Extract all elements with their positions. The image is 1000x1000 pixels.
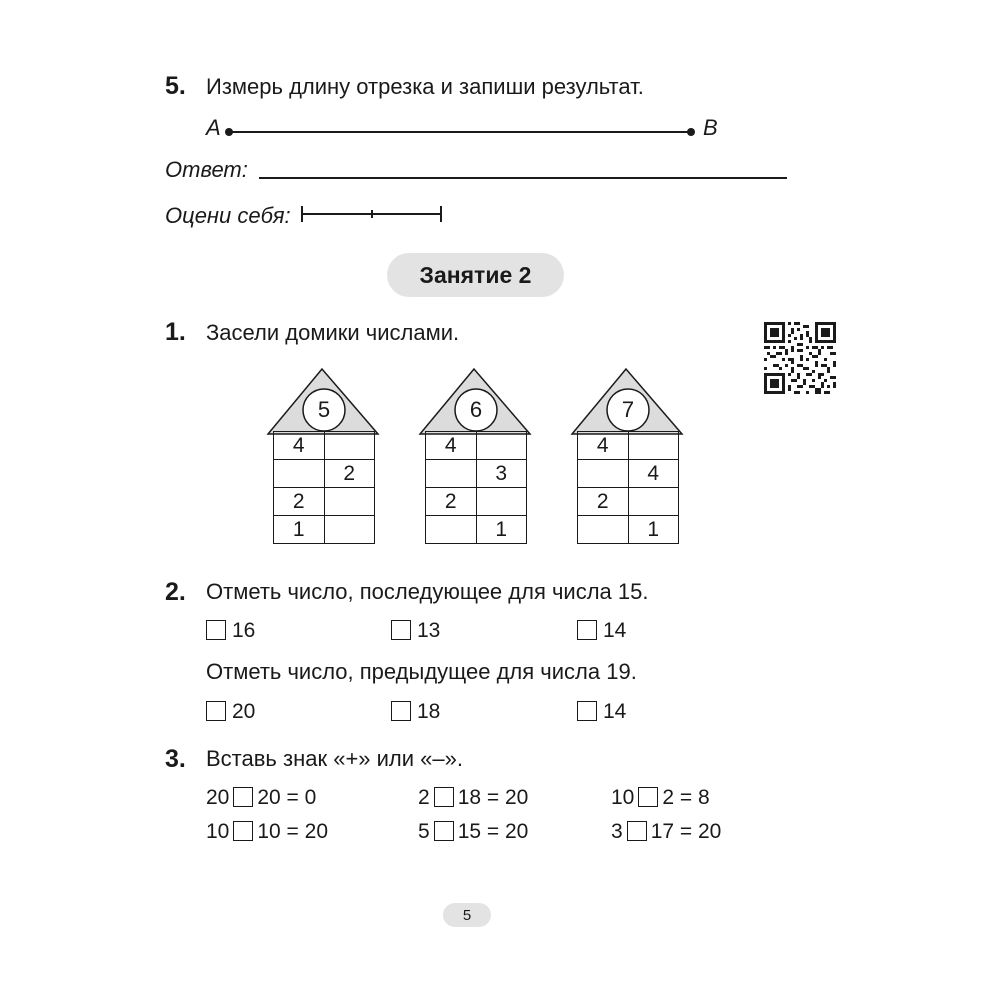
lesson-title-pill: Занятие 2 bbox=[387, 253, 564, 297]
option-row2-3[interactable]: 14 bbox=[577, 700, 626, 724]
checkbox[interactable] bbox=[206, 620, 226, 640]
house-2-roof-number: 6 bbox=[469, 397, 483, 422]
house-cell[interactable] bbox=[324, 516, 375, 544]
sign-box[interactable] bbox=[233, 787, 253, 807]
house-cell[interactable]: 1 bbox=[274, 516, 325, 544]
house-cell[interactable] bbox=[628, 488, 679, 516]
equation-5: 5 15 = 20 bbox=[418, 820, 529, 843]
house-3 bbox=[570, 367, 690, 557]
checkbox[interactable] bbox=[391, 620, 411, 640]
house-cell[interactable]: 2 bbox=[324, 460, 375, 488]
house-cell[interactable] bbox=[476, 432, 527, 460]
task3-text: Вставь знак «+» или «–». bbox=[206, 746, 463, 771]
house-cell[interactable] bbox=[426, 460, 477, 488]
checkbox[interactable] bbox=[391, 701, 411, 721]
task1-text: Засели домики числами. bbox=[206, 320, 460, 345]
option-row2-1[interactable]: 20 bbox=[206, 700, 255, 724]
equation-2: 2 18 = 20 bbox=[418, 786, 529, 809]
house-1-grid bbox=[273, 431, 375, 544]
qr-code-icon bbox=[764, 322, 836, 394]
house-3-roof-number: 7 bbox=[621, 397, 635, 422]
house-2-grid bbox=[425, 431, 527, 544]
task5-number: 5. bbox=[165, 72, 186, 100]
house-cell[interactable] bbox=[578, 516, 629, 544]
house-cell[interactable]: 2 bbox=[274, 488, 325, 516]
sign-box[interactable] bbox=[434, 821, 454, 841]
equation-4: 10 10 = 20 bbox=[206, 820, 329, 843]
option-row1-3[interactable]: 14 bbox=[577, 619, 626, 643]
house-cell[interactable] bbox=[324, 488, 375, 516]
task2-text-2: Отметь число, предыдущее для числа 19. bbox=[206, 659, 637, 684]
point-a-label: A bbox=[206, 115, 221, 140]
point-b-label: B bbox=[703, 115, 718, 140]
house-3-grid bbox=[577, 431, 679, 544]
house-1-roof-number: 5 bbox=[317, 397, 331, 422]
checkbox[interactable] bbox=[206, 701, 226, 721]
task3-number: 3. bbox=[165, 745, 186, 773]
option-row1-2[interactable]: 13 bbox=[391, 619, 440, 643]
option-row2-2[interactable]: 18 bbox=[391, 700, 440, 724]
house-cell[interactable] bbox=[476, 488, 527, 516]
house-cell[interactable]: 4 bbox=[426, 432, 477, 460]
house-cell[interactable]: 2 bbox=[426, 488, 477, 516]
house-cell[interactable]: 4 bbox=[274, 432, 325, 460]
task1-number: 1. bbox=[165, 318, 186, 346]
answer-line[interactable] bbox=[259, 177, 787, 179]
house-2 bbox=[418, 367, 538, 557]
sign-box[interactable] bbox=[627, 821, 647, 841]
house-cell[interactable] bbox=[628, 432, 679, 460]
house-cell[interactable] bbox=[274, 460, 325, 488]
equation-6: 3 17 = 20 bbox=[611, 820, 722, 843]
answer-label: Ответ: bbox=[165, 157, 248, 182]
checkbox[interactable] bbox=[577, 701, 597, 721]
house-1 bbox=[266, 367, 386, 557]
equation-3: 10 2 = 8 bbox=[611, 786, 710, 809]
house-cell[interactable] bbox=[578, 460, 629, 488]
self-assess-scale[interactable] bbox=[301, 206, 443, 222]
task5-text: Измерь длину отрезка и запиши результат. bbox=[206, 74, 644, 99]
task2-text-1: Отметь число, последующее для числа 15. bbox=[206, 579, 649, 604]
house-cell[interactable] bbox=[426, 516, 477, 544]
task2-number: 2. bbox=[165, 578, 186, 606]
segment-ab bbox=[225, 128, 695, 136]
house-cell[interactable]: 2 bbox=[578, 488, 629, 516]
sign-box[interactable] bbox=[638, 787, 658, 807]
page-number: 5 bbox=[443, 903, 491, 927]
house-cell[interactable]: 1 bbox=[628, 516, 679, 544]
house-cell[interactable]: 3 bbox=[476, 460, 527, 488]
self-assess-label: Оцени себя: bbox=[165, 203, 291, 228]
equation-1: 20 20 = 0 bbox=[206, 786, 317, 809]
checkbox[interactable] bbox=[577, 620, 597, 640]
house-cell[interactable] bbox=[324, 432, 375, 460]
house-cell[interactable]: 4 bbox=[578, 432, 629, 460]
house-cell[interactable]: 1 bbox=[476, 516, 527, 544]
option-row1-1[interactable]: 16 bbox=[206, 619, 255, 643]
house-cell[interactable]: 4 bbox=[628, 460, 679, 488]
sign-box[interactable] bbox=[233, 821, 253, 841]
sign-box[interactable] bbox=[434, 787, 454, 807]
